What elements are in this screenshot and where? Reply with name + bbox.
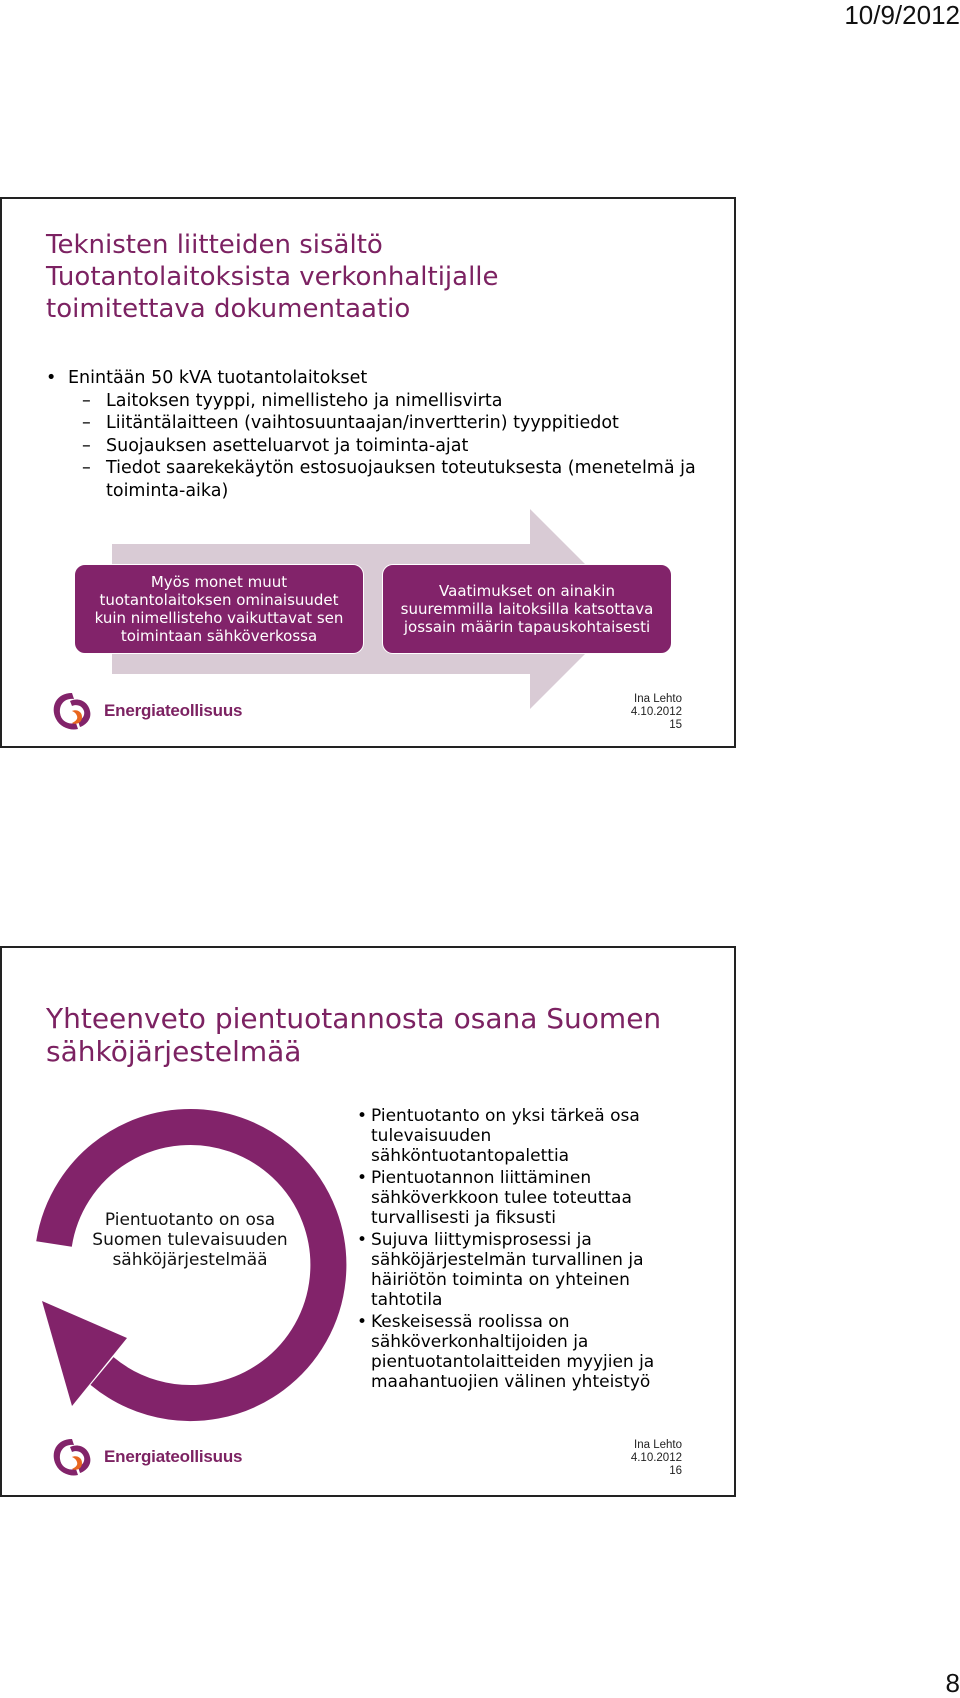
slide-15 [0,197,736,748]
title-line: Yhteenveto pientuotannosta osana Suomen [46,1002,662,1035]
slide-footer [631,1439,682,1478]
main-bullet: • Enintään 50 kVA tuotantolaitokset [44,367,704,390]
sub-bullet: – Laitoksen tyyppi, nimellisteho ja nimellisvirta [82,390,503,411]
page-number: 8 [945,1668,960,1698]
summary-bullet: • Sujuva liittymisprosessi ja sähköjärjestelmän turvallinen ja häiriötön toiminta on yhteinen tahtotila [357,1230,687,1310]
slide-footer [631,693,682,732]
slide-title [46,229,499,325]
title-line: toimitettava dokumentaatio [46,294,411,324]
footer-author: Ina Lehto [634,693,682,705]
footer-slide-number: 16 [669,1465,682,1477]
logo-text: Energiateollisuus [104,1447,243,1466]
footer-date: 4.10.2012 [630,1452,682,1464]
logo-text: Energiateollisuus [104,701,243,720]
sub-bullet-list [44,390,704,503]
footer-date: 4.10.2012 [630,706,682,718]
page-date: 10/9/2012 [844,0,960,30]
cycle-center-text: Pientuotanto on osa Suomen tulevaisuuden sähköjärjestelmää [92,1210,288,1270]
title-line: sähköjärjestelmää [46,1035,302,1068]
summary-bullet: • Keskeisessä roolissa on sähköverkonhaltijoiden ja pientuotantolaitteiden myyjien ja maahantuojien välinen yhteistyö [357,1312,687,1392]
sub-bullet: – Liitäntälaitteen (vaihtosuuntaajan/invertterin) tyyppitiedot [82,413,619,433]
energiateollisuus-logo [48,1435,243,1479]
energiateollisuus-logo [48,689,243,733]
footer-author: Ina Lehto [634,1439,682,1451]
summary-bullet: • Pientuotannon liittäminen sähköverkkoon tulee toteuttaa turvallisesti ja fiksusti [357,1168,687,1228]
summary-bullet: • Pientuotanto on yksi tärkeä osa tulevaisuuden sähköntuotantopalettia [357,1106,687,1166]
sub-bullet: – Suojauksen asetteluarvot ja toiminta-ajat [82,435,469,456]
info-box-right: Vaatimukset on ainakin suuremmilla laitoksilla katsottava jossain määrin tapauskohtaisesti [382,564,672,654]
title-line: Tuotantolaitoksista verkonhaltijalle [46,262,499,292]
bullet-list [44,367,704,502]
logo-mark-icon [48,689,98,733]
logo-mark-icon [48,1435,98,1479]
info-box-left: Myös monet muut tuotantolaitoksen ominaisuudet kuin nimellisteho vaikuttavat sen toimintaan sähköverkossa [74,564,364,654]
summary-bullet-list [357,1106,687,1394]
slide-16 [0,946,736,1497]
slide-title [46,1002,661,1068]
sub-bullet: – Tiedot saarekekäytön estosuojauksen toteutuksesta (menetelmä ja toiminta-aika) [82,458,696,501]
footer-slide-number: 15 [669,719,682,731]
title-line: Teknisten liitteiden sisältö [46,230,383,260]
